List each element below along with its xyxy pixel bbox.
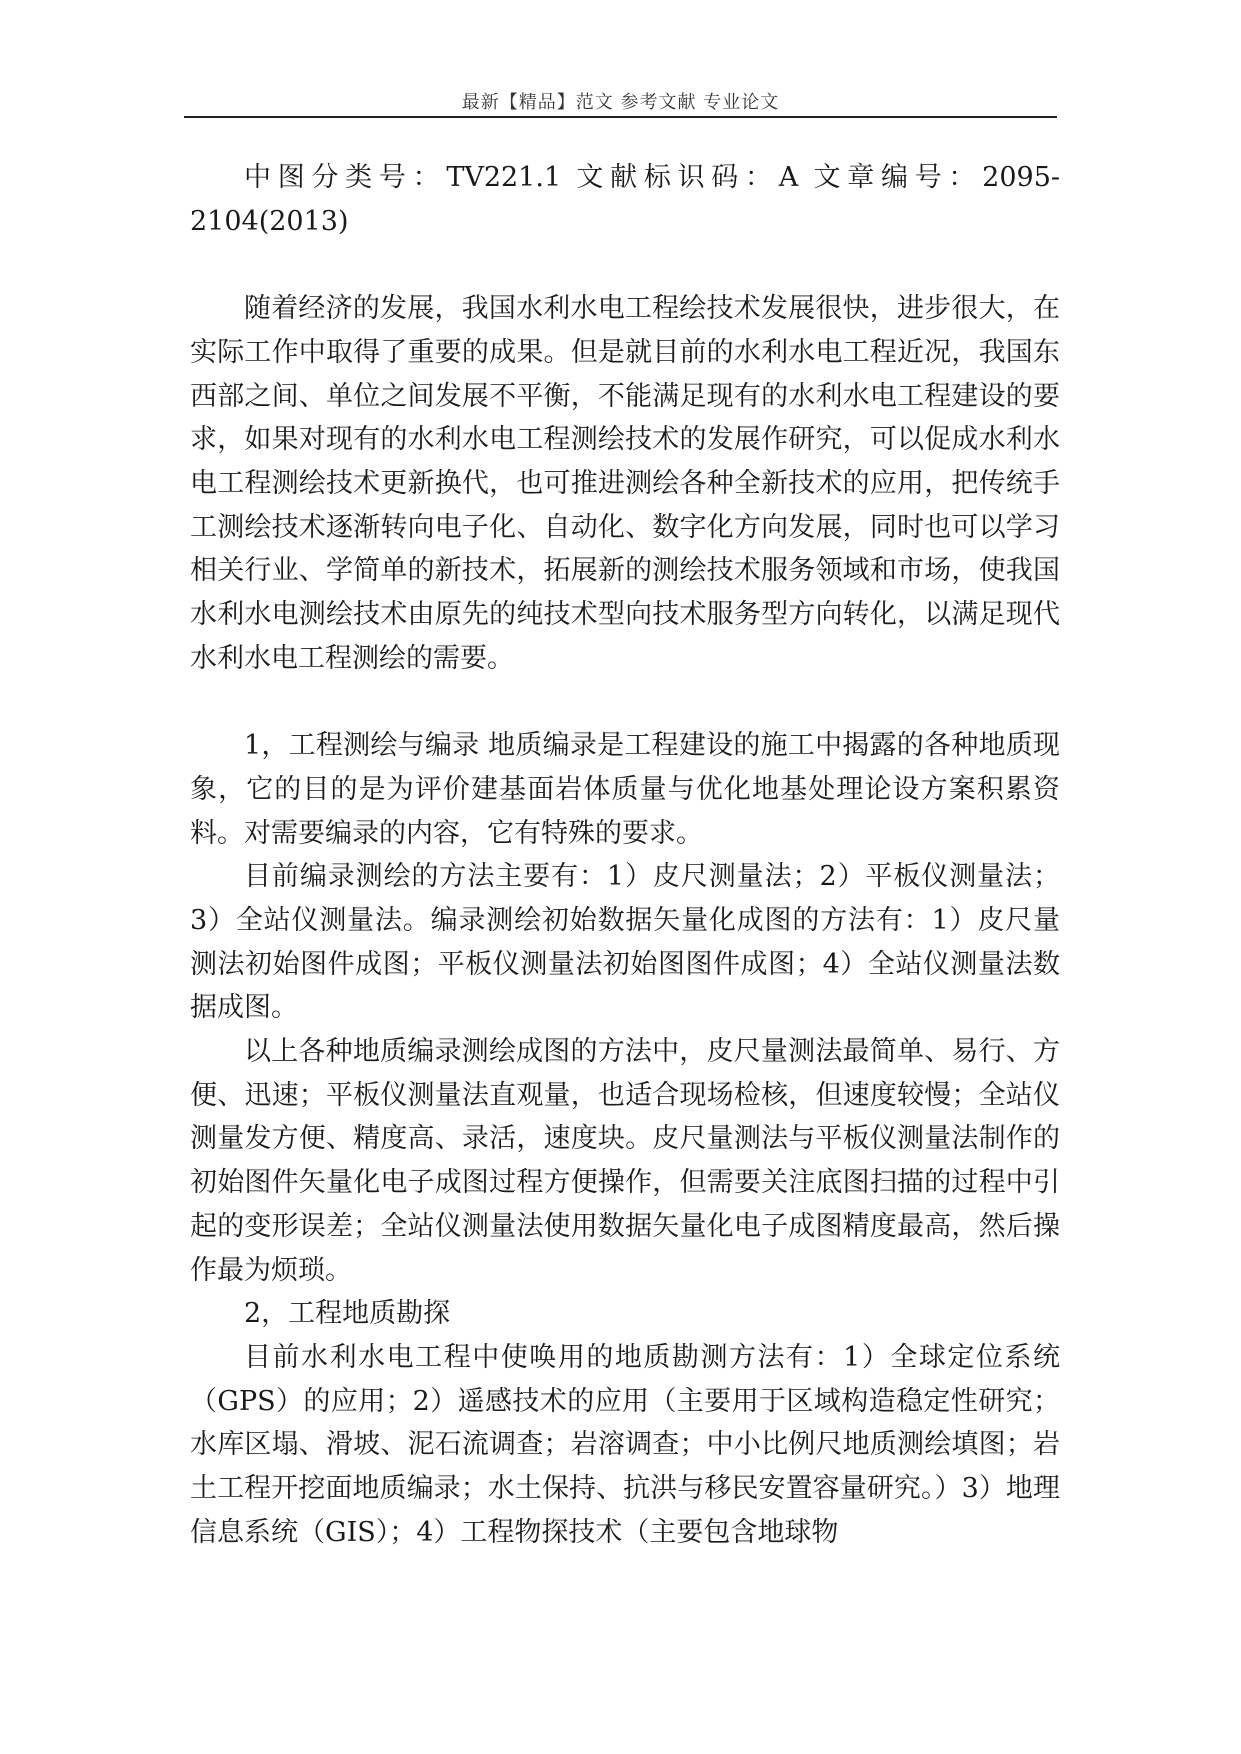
section1-paragraph-1: 1，工程测绘与编录 地质编录是工程建设的施工中揭露的各种地质现象，它的目的是为评价建基面岩体质量与优化地基处理论设方案积累资料。对需要编录的内容，它有特殊的要求。: [190, 730, 1060, 849]
header-rule: [184, 116, 1057, 118]
section2-paragraph-1: 目前水利水电工程中使唤用的地质勘测方法有：1）全球定位系统（GPS）的应用；2）遥感技术的应用（主要用于区域构造稳定性研究；水库区塌、滑坡、泥石流调查；岩溶调查；中小比例尺地质测绘填图；岩土工程开挖面地质编录；水土保持、抗洪与移民安置容量研究。）3）地理信息系统（GIS）；4）工程物探技术（主要包含地球物: [190, 1341, 1060, 1548]
spacer: [190, 680, 1060, 724]
section1-paragraph-3: 以上各种地质编录测绘成图的方法中，皮尺量测法最简单、易行、方便、迅速；平板仪测量法直观量，也适合现场检核，但速度较慢；全站仪测量发方便、精度高、录活，速度块。皮尺量测法与平板仪测量法制作的初始图件矢量化电子成图过程方便操作，但需要关注底图扫描的过程中引起的变形误差；全站仪测量法使用数据矢量化电子成图精度最高，然后操作最为烦琐。: [190, 1036, 1060, 1286]
section1-paragraph-2: 目前编录测绘的方法主要有：1）皮尺测量法；2）平板仪测量法；3）全站仪测量法。编录测绘初始数据矢量化成图的方法有：1）皮尺量测法初始图件成图；平板仪测量法初始图图件成图；4）全站仪测量法数据成图。: [190, 861, 1060, 1024]
section2-heading: 2，工程地质勘探: [244, 1298, 451, 1330]
classification-line: 中图分类号：TV221.1 文献标识码：A 文章编号：2095-2104(2013): [190, 162, 1060, 237]
spacer: [190, 243, 1060, 287]
intro-paragraph: 随着经济的发展，我国水利水电工程绘技术发展很快，进步很大，在实际工作中取得了重要的成果。但是就目前的水利水电工程近况，我国东西部之间、单位之间发展不平衡，不能满足现有的水利水电工程建设的要求，如果对现有的水利水电工程测绘技术的发展作研究，可以促成水利水电工程测绘技术更新换代，也可推进测绘各种全新技术的应用，把传统手工测绘技术逐渐转向电子化、自动化、数字化方向发展，同时也可以学习相关行业、学简单的新技术，拓展新的测绘技术服务领域和市场，使我国水利水电测绘技术由原先的纯技术型向技术服务型方向转化，以满足现代水利水电工程测绘的需要。: [190, 293, 1060, 674]
document-body: [190, 156, 1060, 1554]
running-header: 最新【精品】范文 参考文献 专业论文: [461, 92, 780, 113]
